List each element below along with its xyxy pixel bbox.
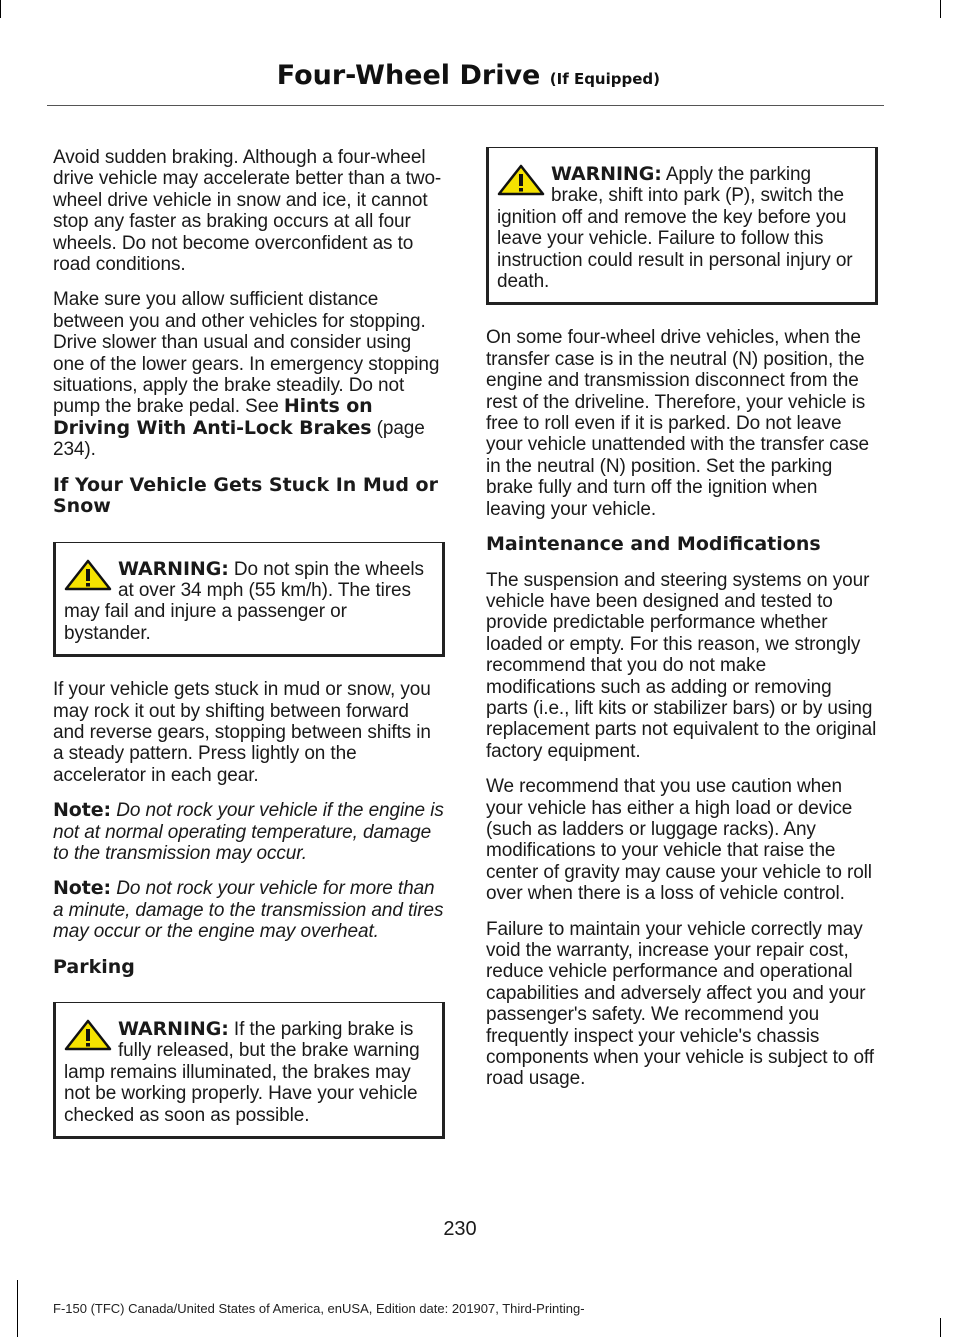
paragraph-distance (53, 289, 445, 460)
paragraph-neutral: On some four-wheel drive vehicles, when the transfer case is in the neutral (N) position, the engine and transmission disconnect from the rest of the driveline. Therefore, your vehicle is free to roll even if it is parked. Do not leave your vehicle unattended with the transfer case in the neutral (N) position. Set the parking brake fully and turn off the ignition when leaving your vehicle. (486, 327, 870, 520)
header-divider (47, 105, 884, 106)
crop-mark (940, 0, 941, 18)
warning-triangle-icon (64, 559, 112, 591)
warning-box (486, 147, 878, 305)
right-column (486, 147, 878, 1104)
heading-stuck: If Your Vehicle Gets Stuck In Mud or Snow (53, 473, 438, 518)
paragraph-caution: We recommend that you use caution when your vehicle has either a high load or device (such as ladders or luggage racks). Any modifications to your vehicle that raise the center of gravity may cause your vehicle to roll over when there is a loss of vehicle control. (486, 776, 872, 905)
page-title (277, 60, 660, 91)
note-text: Do not rock your vehicle if the engine is not at normal operating temperature, damage to the transmission may occur. (53, 800, 444, 864)
note-label: Note: (53, 799, 112, 822)
warning-text (64, 1019, 434, 1126)
crop-mark (0, 0, 1, 18)
heading-parking: Parking (53, 955, 135, 978)
warning-body: If the parking brake is fully released, but the brake warning lamp remains illuminated, the brakes may not be working properly. Have your vehicle checked as soon as possible. (64, 1019, 420, 1126)
paragraph-maintain: Failure to maintain your vehicle correctly may void the warranty, increase your repair cost, reduce vehicle performance and operational capabilities and adversely affect you and your passenger's safety. We recommend you frequently inspect your vehicle's chassis components when your vehicle is subject to off road usage. (486, 918, 874, 1090)
page-number: 230 (443, 1218, 477, 1240)
note-text: Do not rock your vehicle for more than a minute, damage to the transmission and tires may occur or the engine may overheat. (53, 878, 444, 943)
left-column (53, 147, 445, 1161)
warning-triangle-icon (64, 1019, 112, 1051)
warning-text (497, 164, 867, 292)
cross-reference-page: (page 234). (53, 417, 425, 461)
note-label: Note: (53, 877, 112, 900)
crop-mark (940, 1318, 941, 1337)
note-temperature (53, 800, 445, 864)
section-subtitle: (If Equipped) (549, 70, 660, 88)
heading-maintenance: Maintenance and Modifications (486, 533, 821, 556)
paragraph-rock-out: If your vehicle gets stuck in mud or snow, you may rock it out by shifting between forward and reverse gears, stopping between shifts in a steady pattern. Press lightly on the accelerator in each gear. (53, 679, 431, 786)
note-duration (53, 878, 445, 942)
warning-label: WARNING: (118, 557, 229, 580)
paragraph-distance-text: Make sure you allow sufficient distance between you and other vehicles for stopping. Drive slower than usual and consider using one of the lower gears. In emergency stopping situations, apply the brake steadily. Do not pump the brake pedal. See (53, 289, 440, 418)
warning-body: Apply the parking brake, shift into park (P), switch the ignition off and remove the key before you leave your vehicle. Failure to follow this instruction could result in personal injury or death. (497, 164, 853, 293)
warning-triangle-icon (497, 164, 545, 196)
warning-text (64, 559, 434, 645)
footer-edition: F-150 (TFC) Canada/United States of America, enUSA, Edition date: 201907, Third-Printing- (53, 1301, 585, 1316)
cross-reference-link[interactable]: Hints on Driving With Anti-Lock Brakes (53, 395, 373, 439)
warning-box (53, 1002, 445, 1139)
paragraph-braking: Avoid sudden braking. Although a four-wheel drive vehicle may accelerate better than a two-wheel drive vehicle in snow and ice, it cannot stop any faster as braking occurs at all four wheels. Do not become overconfident as to road conditions. (53, 147, 442, 276)
warning-label: WARNING: (118, 1018, 229, 1040)
warning-label: WARNING: (551, 163, 662, 185)
crop-mark (17, 1280, 18, 1337)
section-title: Four-Wheel Drive (276, 60, 541, 91)
warning-box (53, 542, 445, 658)
paragraph-suspension: The suspension and steering systems on your vehicle have been designed and tested to provide predictable performance whether loaded or empty. For this reason, we strongly recommend that you do not make modifications such as adding or removing parts (i.e., lift kits or stabilizer bars) or by using replacement parts not equivalent to the original factory equipment. (486, 569, 877, 762)
warning-body: Do not spin the wheels at over 34 mph (55 km/h). The tires may fail and injure a passenger or bystander. (64, 558, 424, 644)
